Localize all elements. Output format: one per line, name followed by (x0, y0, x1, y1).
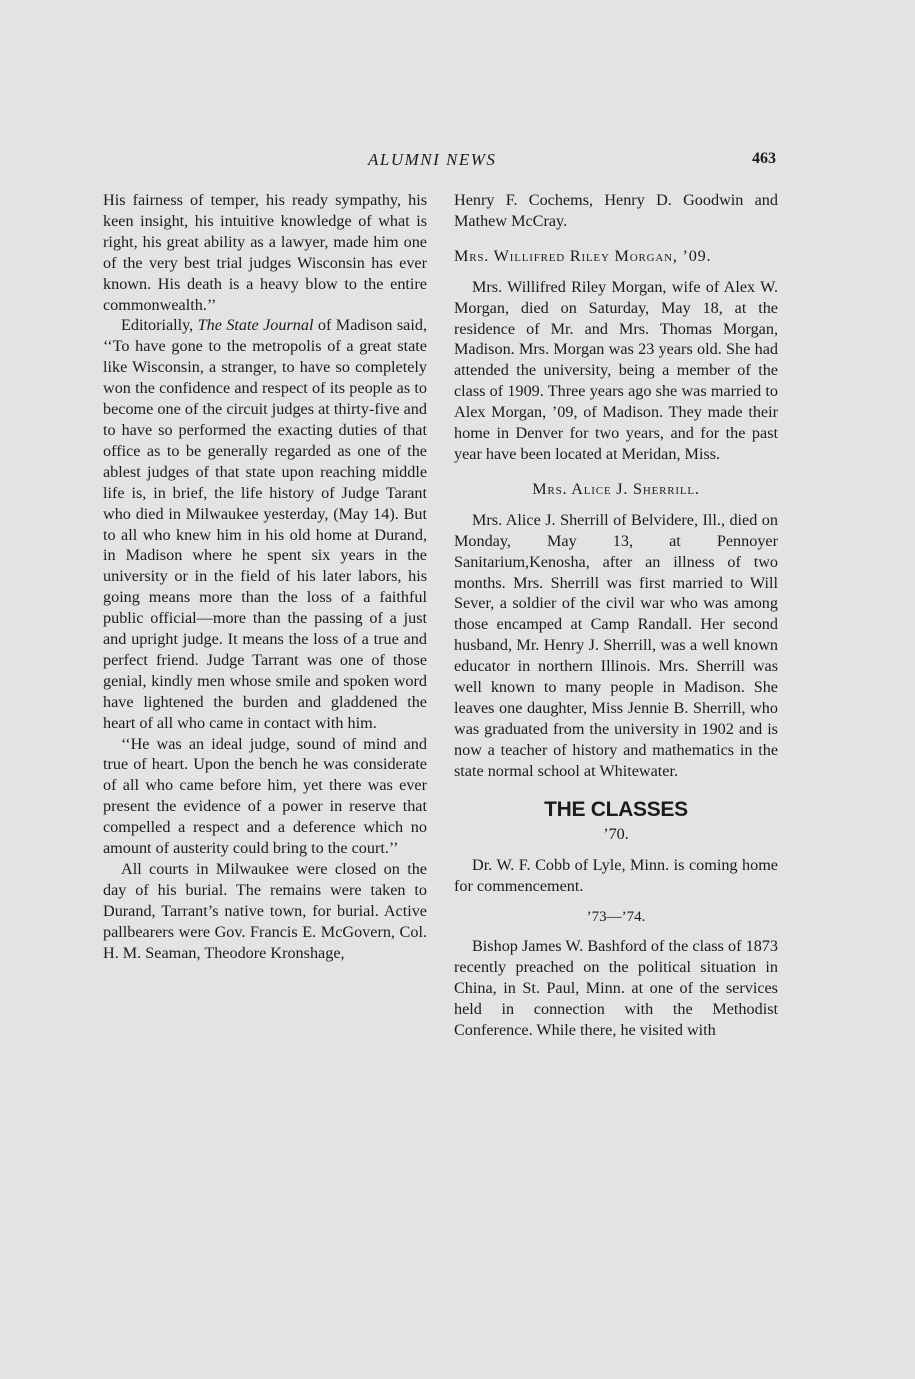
obituary-heading-sherrill: Mrs. Alice J. Sherrill. (532, 479, 700, 498)
obituary-text-morgan: Mrs. Willifred Riley Morgan, wife of Alex W. Morgan, died on Saturday, May 18, at the residence of Mr. and Mrs. Thomas Morgan, Madison. Mrs. Morgan was 23 years old. She had attended the university, being a member of the class of 1909. Three years ago she was married to Alex Morgan, ’09, of Madison. They made their home in Denver for two years, and for the past year have been located at Meridan, Miss. (454, 277, 778, 463)
class-note-73-74: Bishop James W. Bashford of the class of 1873 recently preached on the political situation in China, in St. Paul, Minn. at one of the services held in connection with the Methodist Conference. While there, he visited with (454, 937, 778, 1039)
publication-title: ALUMNI NEWS (368, 150, 497, 169)
obituary-heading-morgan: Mrs. Willifred Riley Morgan, ’09. (454, 246, 712, 265)
class-note-70: Dr. W. F. Cobb of Lyle, Minn. is coming home for commencement. (454, 856, 778, 896)
running-header (0, 150, 915, 174)
section-title-classes: THE CLASSES (544, 797, 688, 821)
page-number: 463 (752, 150, 776, 167)
class-year-70: ’70. (603, 825, 629, 844)
obituary-text-sherrill: Mrs. Alice J. Sherrill of Belvidere, Ill., died on Monday, May 13, at Pennoyer Sanitarium,Kenosha, after an illness of two months. Mrs. Sherrill was first married to Will Sever, a soldier of the civil war who was among those encamped at Camp Randall. Her second husband, Mr. Henry J. Sherrill, was a well known educator in northern Illinois. Mrs. Sherrill was well known to many people in Madison. She leaves one daughter, Miss Jennie B. Sherrill, who was graduated from the university in 1902 and is now a teacher of history and mathematics in the state normal school at Whitewater. (454, 510, 778, 780)
left-column (103, 190, 427, 964)
right-column (454, 190, 778, 1041)
paragraph-ideal-judge: ‘‘He was an ideal judge, sound of mind and true of heart. Upon the bench he was considerate of all who came before him, yet there was ever present the evidence of a power in reserve that compelled a respect and a deference which no amount of austerity could bring to the court.’’ (103, 734, 427, 858)
paragraph-pallbearers-cont: Henry F. Cochems, Henry D. Goodwin and Mathew McCray. (454, 191, 778, 230)
journal-name: The State Journal (197, 316, 314, 335)
editorial-body: of Madison said, ‘‘To have gone to the metropolis of a great state like Wisconsin, a stranger, to have so completely won the confidence and respect of its people as to become one of the circuit judges at thirty-five and to have so performed the exacting duties of that office as to be generally regarded as one of the ablest judges of that state upon reaching middle life is, in brief, the life history of Judge Tarant who died in Milwaukee yesterday, (May 14). But to all who knew him in his old home at Durand, in Madison where he spent six years in the university or in the field of his later labors, his going means more than the loss of a faithful public official—more than the passing of a just and upright judge. It means the loss of a true and perfect friend. Judge Tarrant was one of those genial, kindly men whose smile and spoken word have lightened the burden and gladdened the heart of all who came in contact with him. (103, 316, 427, 732)
editorial-prefix: Editorially, (121, 316, 198, 335)
paragraph-judge-fairness: His fairness of temper, his ready sympathy, his keen insight, his intuitive knowledge of what is right, his great ability as a lawyer, made him one of the very best trial judges Wisconsin has ever known. His death is a heavy blow to the entire commonwealth.’’ (103, 191, 427, 314)
paragraph-state-journal-editorial (103, 315, 427, 733)
paragraph-burial: All courts in Milwaukee were closed on the day of his burial. The remains were taken to Durand, Tarrant’s native town, for burial. Active pallbearers were Gov. Francis E. McGovern, Col. H. M. Seaman, Theodore Kronshage, (103, 860, 427, 962)
class-year-73-74: ’73—’74. (586, 909, 646, 926)
